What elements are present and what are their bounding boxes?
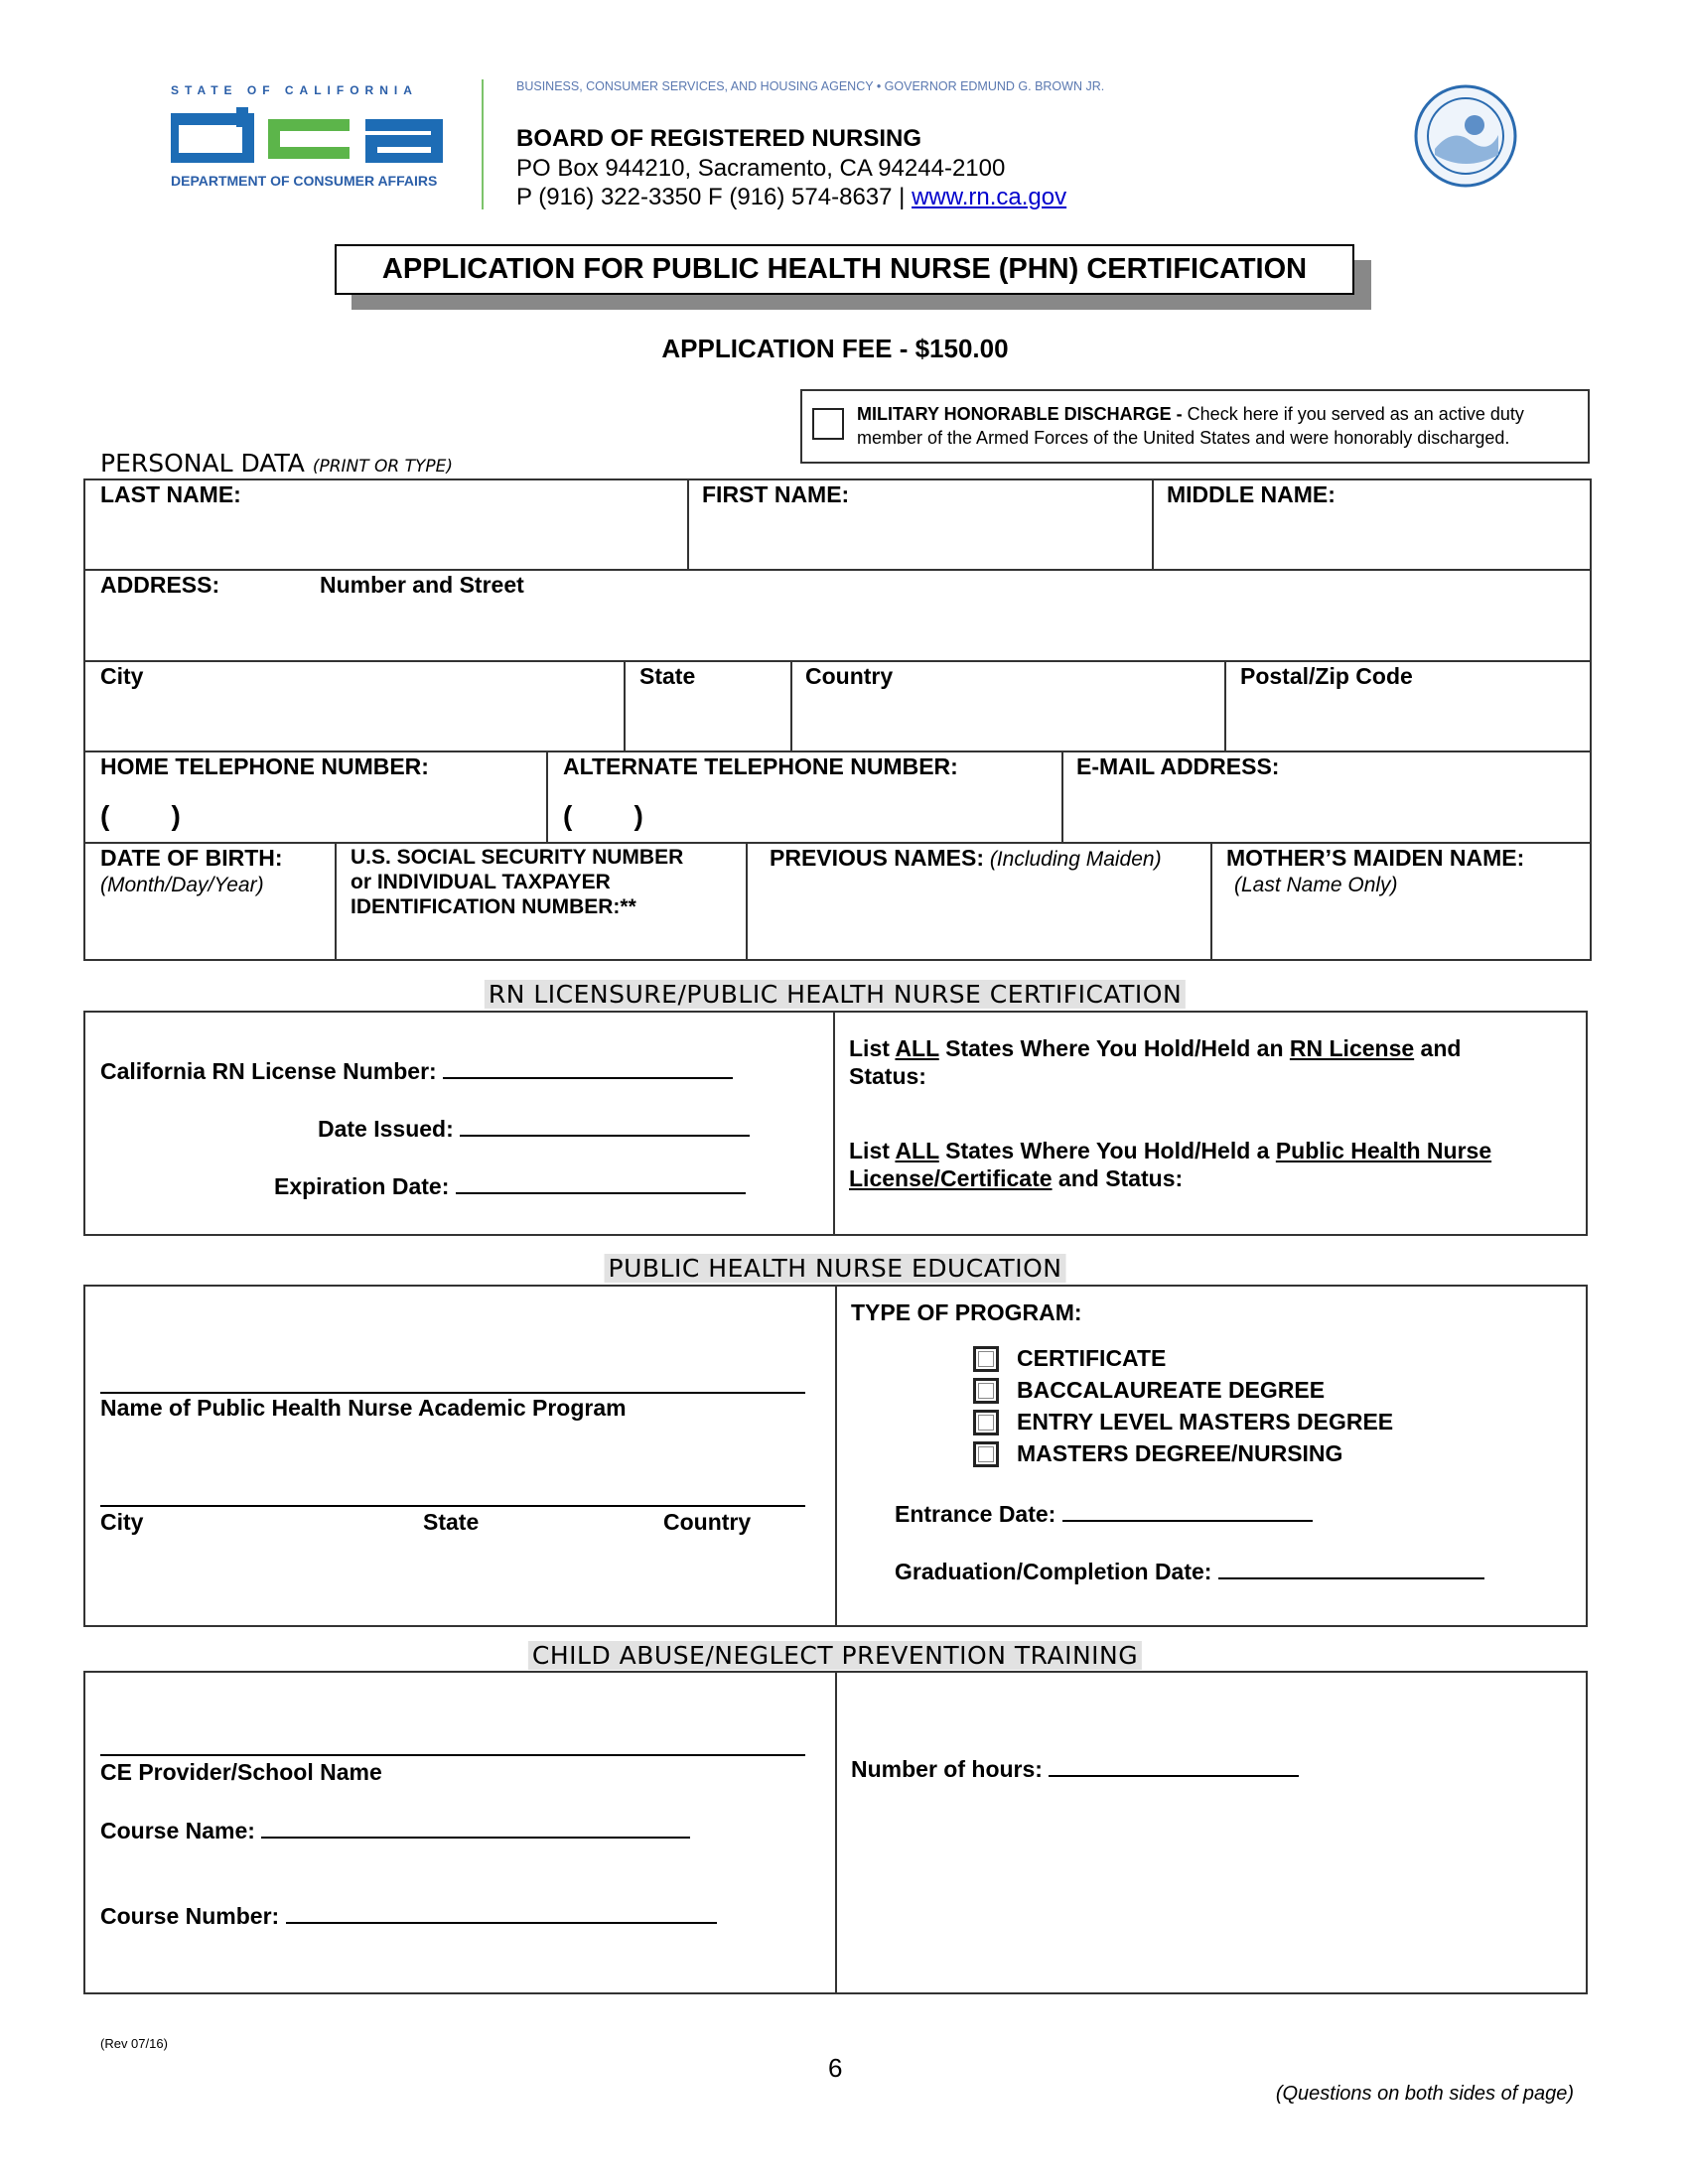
edu-country-label: Country — [663, 1509, 752, 1535]
application-fee — [0, 334, 1688, 364]
ssn-line3: IDENTIFICATION NUMBER:** — [351, 895, 636, 918]
hours-field[interactable] — [851, 1755, 1299, 1783]
edu-city-label: City — [100, 1509, 144, 1535]
website-link[interactable]: www.rn.ca.gov — [912, 184, 1067, 210]
option-masters-nursing: MASTERS DEGREE/NURSING — [1017, 1440, 1343, 1466]
board-address: PO Box 944210, Sacramento, CA 94244-2100 — [516, 155, 1006, 182]
phone-text: P (916) 322-3350 F (916) 574-8637 | — [516, 184, 913, 210]
email-field[interactable]: E-MAIL ADDRESS: — [1076, 753, 1280, 779]
personal-heading-text: PERSONAL DATA — [100, 449, 305, 478]
personal-heading-note: (PRINT OR TYPE) — [312, 457, 454, 477]
zip-field[interactable]: Postal/Zip Code — [1240, 663, 1413, 689]
questions-note: (Questions on both sides of page) — [1275, 2083, 1574, 2105]
middle-name-field[interactable]: MIDDLE NAME: — [1167, 481, 1336, 507]
rn-section-heading: RN LICENSURE/PUBLIC HEALTH NURSE CERTIFICATION — [485, 980, 1186, 1009]
option-certificate: CERTIFICATE — [1017, 1345, 1167, 1371]
checkbox-certificate[interactable] — [973, 1346, 999, 1372]
program-type-label: TYPE OF PROGRAM: — [851, 1299, 1082, 1325]
header-divider — [482, 79, 484, 209]
military-text-line1 — [857, 404, 1524, 425]
first-name-field[interactable]: FIRST NAME: — [702, 481, 850, 507]
ssn-field[interactable] — [351, 845, 683, 919]
military-box — [800, 389, 1590, 464]
previous-names-field[interactable] — [770, 845, 1162, 872]
mothers-maiden-name-field[interactable]: MOTHER’S MAIDEN NAME: — [1226, 845, 1525, 871]
checkbox-masters-nursing[interactable] — [973, 1441, 999, 1467]
dob-field[interactable]: DATE OF BIRTH: — [100, 845, 283, 871]
military-bold: MILITARY HONORABLE DISCHARGE - — [857, 404, 1183, 424]
rn-states-label: List ALL States Where You Hold/Held an RN License and — [849, 1035, 1462, 1061]
personal-data-heading — [100, 449, 453, 478]
provider-label: CE Provider/School Name — [100, 1759, 382, 1785]
logo-top-text: STATE OF CALIFORNIA — [171, 83, 418, 97]
revision-date: (Rev 07/16) — [100, 2036, 168, 2051]
ca-rn-license-field[interactable] — [100, 1057, 733, 1085]
hours-label: Number of hours: — [851, 1756, 1043, 1782]
military-text1: Check here if you served as an active duty — [1182, 404, 1524, 424]
prev-label: PREVIOUS NAMES: — [770, 845, 984, 871]
agency-line: BUSINESS, CONSUMER SERVICES, AND HOUSING AGENCY • GOVERNOR EDMUND G. BROWN JR. — [516, 79, 1105, 93]
board-name: BOARD OF REGISTERED NURSING — [516, 125, 922, 152]
program-name-line[interactable] — [100, 1392, 805, 1394]
page-number: 6 — [828, 2053, 843, 2083]
home-phone-field[interactable]: HOME TELEPHONE NUMBER: — [100, 753, 429, 779]
edu-section-heading: PUBLIC HEALTH NURSE EDUCATION — [605, 1254, 1066, 1283]
entrance-date-field[interactable] — [895, 1500, 1313, 1528]
child-section-heading: CHILD ABUSE/NEGLECT PREVENTION TRAINING — [528, 1641, 1142, 1670]
military-text-line2: member of the Armed Forces of the United States and were honorably discharged. — [857, 428, 1510, 448]
course-number-field[interactable] — [100, 1902, 717, 1930]
address-field[interactable]: ADDRESS: — [100, 572, 220, 598]
rn-status-label: Status: — [849, 1063, 926, 1089]
city-field[interactable]: City — [100, 663, 144, 689]
country-field[interactable]: Country — [805, 663, 894, 689]
checkbox-baccalaureate[interactable] — [973, 1378, 999, 1404]
alt-phone-field[interactable]: ALTERNATE TELEPHONE NUMBER: — [563, 753, 958, 779]
ssn-line2: or INDIVIDUAL TAXPAYER — [351, 871, 611, 893]
military-checkbox[interactable] — [812, 408, 844, 440]
logo-bottom-text: DEPARTMENT OF CONSUMER AFFAIRS — [171, 173, 438, 189]
dob-note: (Month/Day/Year) — [100, 874, 264, 896]
option-entry-level-masters: ENTRY LEVEL MASTERS DEGREE — [1017, 1409, 1394, 1434]
alt-phone-area-code: ( ) — [563, 800, 643, 831]
phn-states-label-2: License/Certificate and Status: — [849, 1165, 1184, 1191]
ssn-line1: U.S. SOCIAL SECURITY NUMBER — [351, 846, 684, 869]
mother-note: (Last Name Only) — [1234, 874, 1398, 896]
street-label: Number and Street — [320, 572, 524, 598]
issued-label: Date Issued: — [318, 1116, 454, 1142]
form-title: APPLICATION FOR PUBLIC HEALTH NURSE (PHN) CERTIFICATION — [335, 244, 1354, 295]
graduation-label: Graduation/Completion Date: — [895, 1559, 1212, 1584]
provider-line[interactable] — [100, 1754, 805, 1756]
checkbox-entry-level-masters[interactable] — [973, 1410, 999, 1435]
course-number-label: Course Number: — [100, 1903, 280, 1929]
date-issued-field[interactable] — [318, 1115, 750, 1143]
expiration-label: Expiration Date: — [274, 1173, 450, 1199]
edu-state-label: State — [423, 1509, 480, 1535]
program-location-line[interactable] — [100, 1505, 805, 1507]
course-name-label: Course Name: — [100, 1818, 255, 1843]
california-seal-icon — [1413, 83, 1518, 189]
graduation-date-field[interactable] — [895, 1558, 1484, 1585]
entrance-label: Entrance Date: — [895, 1501, 1056, 1527]
option-baccalaureate: BACCALAUREATE DEGREE — [1017, 1377, 1326, 1403]
license-label: California RN License Number: — [100, 1058, 437, 1084]
dca-mark-icon — [171, 107, 449, 163]
fee-text: APPLICATION FEE - $150.00 — [661, 334, 1009, 363]
prev-note: (Including Maiden) — [983, 848, 1162, 871]
board-contact — [516, 184, 1066, 211]
program-name-label: Name of Public Health Nurse Academic Program — [100, 1395, 627, 1421]
home-phone-area-code: ( ) — [100, 800, 181, 831]
phn-states-label: List ALL States Where You Hold/Held a Public Health Nurse — [849, 1138, 1492, 1163]
last-name-field[interactable]: LAST NAME: — [100, 481, 241, 507]
expiration-date-field[interactable] — [274, 1172, 746, 1200]
state-field[interactable]: State — [639, 663, 696, 689]
course-name-field[interactable] — [100, 1817, 690, 1844]
